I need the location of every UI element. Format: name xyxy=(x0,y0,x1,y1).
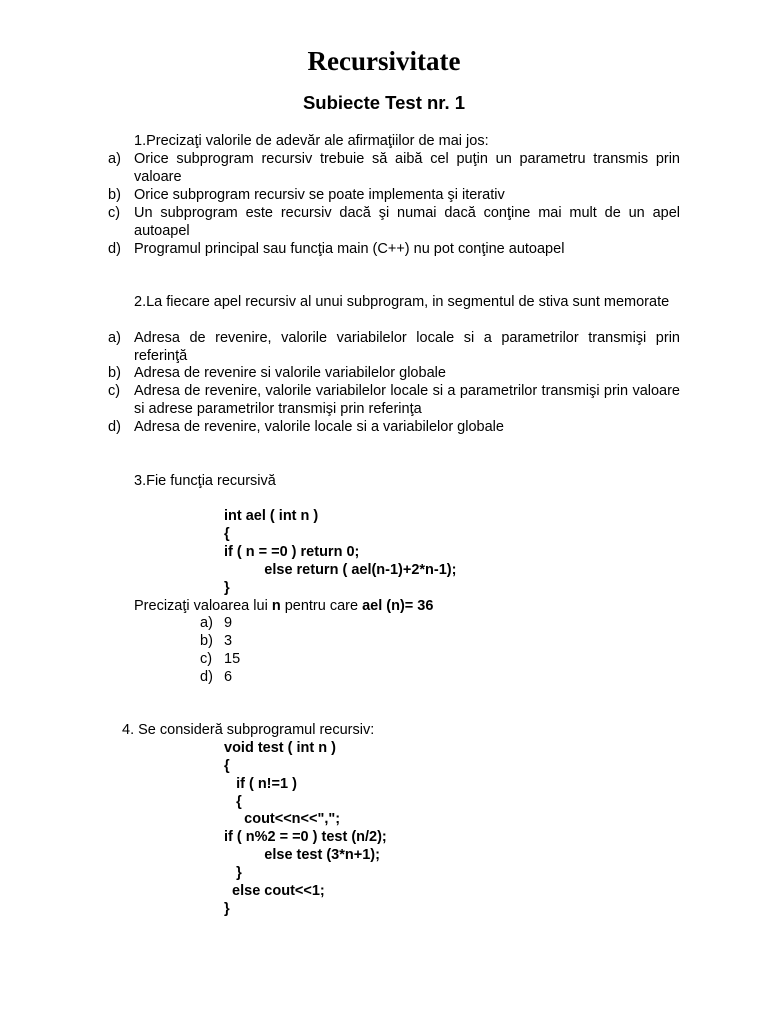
option-letter: a) xyxy=(200,615,213,631)
question-3-code-line: if ( n = =0 ) return 0; xyxy=(224,544,360,560)
question-4-code-line: cout<<n<<","; xyxy=(224,811,341,827)
question-1-option-c xyxy=(108,205,680,241)
option-letter: d) xyxy=(108,241,121,257)
question-4-code-line: else test (3*n+1); xyxy=(224,847,380,863)
option-letter: a) xyxy=(108,151,121,167)
question-2-option-a xyxy=(108,330,680,366)
prompt-text: Precizaţi valoarea lui xyxy=(134,598,272,614)
option-text: Un subprogram este recursiv dacă şi numai dacă conţine mai mult de un apel autoapel xyxy=(134,205,680,239)
option-text: Orice subprogram recursiv se poate implementa şi iterativ xyxy=(134,187,505,203)
question-3-option-c xyxy=(200,651,400,669)
option-text: Programul principal sau funcţia main (C++) nu pot conţine autoapel xyxy=(134,241,565,257)
question-2-option-d xyxy=(108,419,680,437)
question-1-option-a xyxy=(108,151,680,187)
option-text: 15 xyxy=(224,651,241,667)
option-text: 3 xyxy=(224,633,233,649)
question-1-option-b xyxy=(108,187,680,205)
question-1-stem: 1.Precizaţi valorile de adevăr ale afirmaţiilor de mai jos: xyxy=(134,133,489,149)
question-2-option-c xyxy=(108,383,680,419)
question-3-stem: 3.Fie funcţia recursivă xyxy=(134,473,276,489)
question-4-code-line: { xyxy=(224,794,242,810)
question-4-code-line: } xyxy=(224,865,242,881)
question-1-option-d xyxy=(108,241,680,259)
prompt-expression: ael (n)= 36 xyxy=(362,598,434,614)
option-letter: a) xyxy=(108,330,121,346)
option-letter: b) xyxy=(200,633,213,649)
prompt-text: pentru care xyxy=(280,598,363,614)
question-4-stem: 4. Se consideră subprogramul recursiv: xyxy=(122,722,375,738)
option-letter: b) xyxy=(108,187,121,203)
question-3-option-a xyxy=(200,615,400,633)
question-2-option-b xyxy=(108,365,680,383)
option-letter: c) xyxy=(108,383,121,399)
option-letter: c) xyxy=(200,651,213,667)
option-text: Orice subprogram recursiv trebuie să aibă cel puţin un parametru transmis prin valoare xyxy=(134,151,680,185)
question-3-option-b xyxy=(200,633,400,651)
question-4-code-line: else cout<<1; xyxy=(224,883,325,899)
option-text: Adresa de revenire si valorile variabilelor globale xyxy=(134,365,446,381)
question-2-stem: 2.La fiecare apel recursiv al unui subprogram, in segmentul de stiva sunt memorate xyxy=(134,294,670,310)
option-text: Adresa de revenire, valorile variabilelor locale si a parametrilor transmişi prin referinţă xyxy=(134,330,680,364)
question-4-code-line: } xyxy=(224,901,230,917)
prompt-variable: n xyxy=(271,598,281,614)
option-letter: c) xyxy=(108,205,121,221)
question-4-code-line: { xyxy=(224,758,230,774)
page-subtitle: Subiecte Test nr. 1 xyxy=(302,92,466,113)
question-3-option-d xyxy=(200,669,400,687)
question-4-code-line: void test ( int n ) xyxy=(224,740,336,756)
option-letter: d) xyxy=(108,419,121,435)
question-4-code-line: if ( n!=1 ) xyxy=(224,776,297,792)
question-3-prompt xyxy=(134,598,433,616)
question-3-code-line: int ael ( int n ) xyxy=(224,508,319,524)
question-4-code-line: if ( n%2 = =0 ) test (n/2); xyxy=(224,829,387,845)
question-3-code-line: } xyxy=(224,580,230,596)
option-text: Adresa de revenire, valorile locale si a variabilelor globale xyxy=(134,419,504,435)
option-letter: d) xyxy=(200,669,213,685)
question-3-code-line: { xyxy=(224,526,230,542)
option-letter: b) xyxy=(108,365,121,381)
option-text: 9 xyxy=(224,615,233,631)
question-3-code-line: else return ( ael(n-1)+2*n-1); xyxy=(224,562,457,578)
option-text: 6 xyxy=(224,669,233,685)
option-text: Adresa de revenire, valorile variabilelor locale si a parametrilor transmişi prin valoare si adrese parametrilor transmişi prin referinţa xyxy=(134,383,680,417)
page-title: Recursivitate xyxy=(307,46,461,76)
